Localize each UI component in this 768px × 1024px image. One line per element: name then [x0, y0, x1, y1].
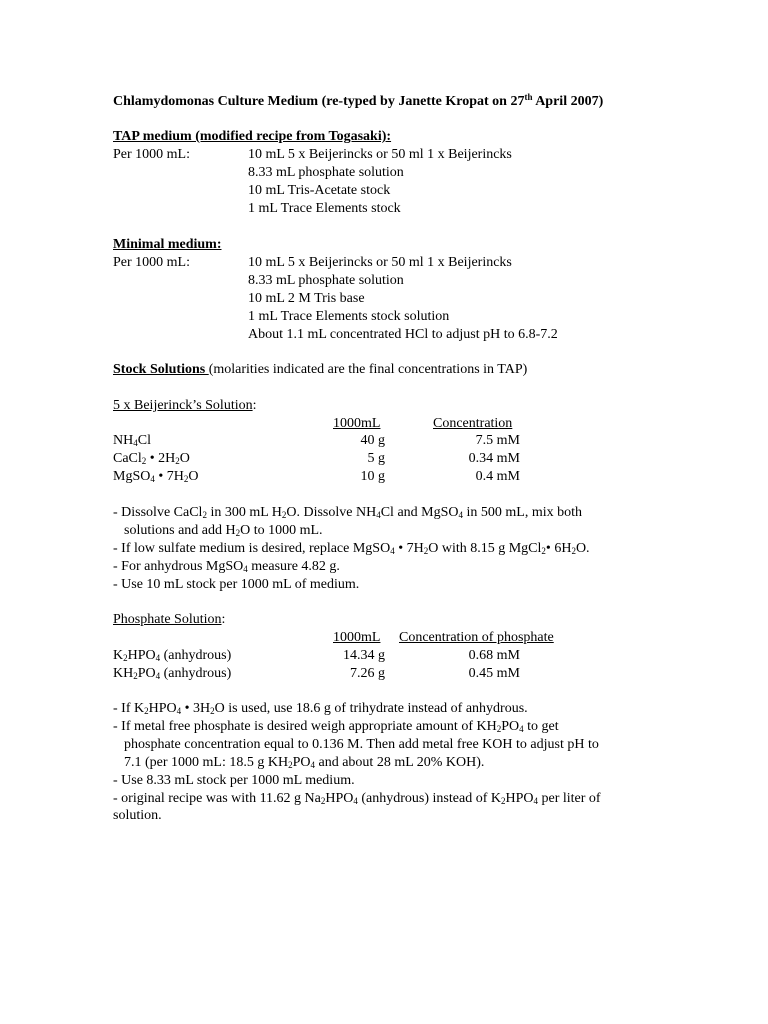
beijerinck-row-amount: 40 g	[360, 433, 385, 448]
beijerinck-row-conc: 0.34 mM	[468, 451, 520, 466]
phosphate-note: - original recipe was with 11.62 g $Na_2HPO_4$ (anhydrous) instead of $K_2HPO_4$ per liter of	[113, 791, 601, 806]
phosphate-row-conc: 0.68 mM	[468, 648, 520, 663]
phosphate-note: - If metal free phosphate is desired weigh appropriate amount of $KH_2PO_4$ to get	[113, 719, 559, 734]
beijerinck-row-amount: 10 g	[360, 469, 385, 484]
tap-item: 10 mL Tris-Acetate stock	[248, 183, 391, 198]
tap-per-label: Per 1000 mL:	[113, 147, 190, 162]
tap-item: 10 mL 5 x Beijerincks or 50 ml 1 x Beijerincks	[248, 147, 512, 162]
beijerinck-col-volume: 1000mL	[333, 416, 381, 431]
minimal-item: 1 mL Trace Elements stock solution	[248, 309, 450, 324]
beijerinck-row-name: $NH_4Cl$	[113, 433, 151, 448]
stock-solutions-line	[113, 361, 527, 379]
beijerinck-row-name: CaCl$_2$ • $2H_2O$	[113, 451, 190, 466]
minimal-per-label: Per 1000 mL:	[113, 255, 190, 270]
phosphate-note: phosphate concentration equal to 0.136 M. Then add metal free KOH to adjust pH to	[124, 737, 599, 752]
minimal-item: About 1.1 mL concentrated HCl to adjust pH to 6.8-7.2	[248, 327, 558, 342]
tap-item: 1 mL Trace Elements stock	[248, 201, 401, 216]
tap-item: 8.33 mL phosphate solution	[248, 165, 404, 180]
minimal-item: 10 mL 5 x Beijerincks or 50 ml 1 x Beijerincks	[248, 255, 512, 270]
tap-heading: TAP medium (modified recipe from Togasaki):	[113, 129, 392, 144]
beijerinck-heading: 5 x Beijerinck’s Solution:	[113, 398, 257, 413]
phosphate-note: - If $K_2HPO_4$ • $3H_2O$ is used, use 18.6 g of trihydrate instead of anhydrous.	[113, 701, 528, 716]
phosphate-col-volume: 1000mL	[333, 630, 381, 645]
beijerinck-note: - Use 10 mL stock per 1000 mL of medium.	[113, 577, 360, 592]
phosphate-heading: Phosphate Solution:	[113, 612, 226, 627]
beijerinck-row-name: MgSO$_4$ • $7H_2O$	[113, 469, 199, 484]
stock-note: (molarities indicated are the final concentrations in TAP)	[208, 362, 528, 377]
stock-heading: Stock Solutions	[113, 362, 209, 377]
beijerinck-note: - Dissolve CaCl$_2$ in 300 mL $H_2O$. Dissolve $NH_4Cl$ and MgSO$_4$ in 500 mL, mix both	[113, 505, 583, 520]
phosphate-row-amount: 7.26 g	[350, 666, 385, 681]
phosphate-note: - Use 8.33 mL stock per 1000 mL medium.	[113, 773, 355, 788]
beijerinck-row-conc: 0.4 mM	[475, 469, 520, 484]
beijerinck-col-concentration: Concentration	[433, 416, 513, 431]
phosphate-col-concentration: Concentration of phosphate	[399, 630, 554, 645]
document-title: Chlamydomonas Culture Medium (re-typed by Janette Kropat on 27th April 2007)	[113, 92, 604, 109]
minimal-item: 10 mL 2 M Tris base	[248, 291, 365, 306]
phosphate-note: solution.	[113, 808, 162, 823]
phosphate-row-name: $KH_2PO_4$ (anhydrous)	[113, 666, 232, 681]
beijerinck-note: - If low sulfate medium is desired, replace MgSO$_4$ • $7H_2O$ with 8.15 g MgCl$_2$• $6H_2O$.	[113, 541, 590, 556]
phosphate-row-conc: 0.45 mM	[468, 666, 520, 681]
minimal-heading: Minimal medium:	[113, 237, 222, 252]
phosphate-row-amount: 14.34 g	[343, 648, 385, 663]
phosphate-row-name: $K_2HPO_4$ (anhydrous)	[113, 648, 232, 663]
beijerinck-row-amount: 5 g	[367, 451, 385, 466]
beijerinck-note: solutions and add $H_2O$ to 1000 mL.	[124, 523, 323, 538]
beijerinck-note: - For anhydrous MgSO$_4$ measure 4.82 g.	[113, 559, 340, 574]
minimal-item: 8.33 mL phosphate solution	[248, 273, 404, 288]
beijerinck-row-conc: 7.5 mM	[475, 433, 520, 448]
phosphate-note: 7.1 (per 1000 mL: 18.5 g $KH_2PO_4$ and about 28 mL 20% KOH).	[124, 755, 485, 770]
